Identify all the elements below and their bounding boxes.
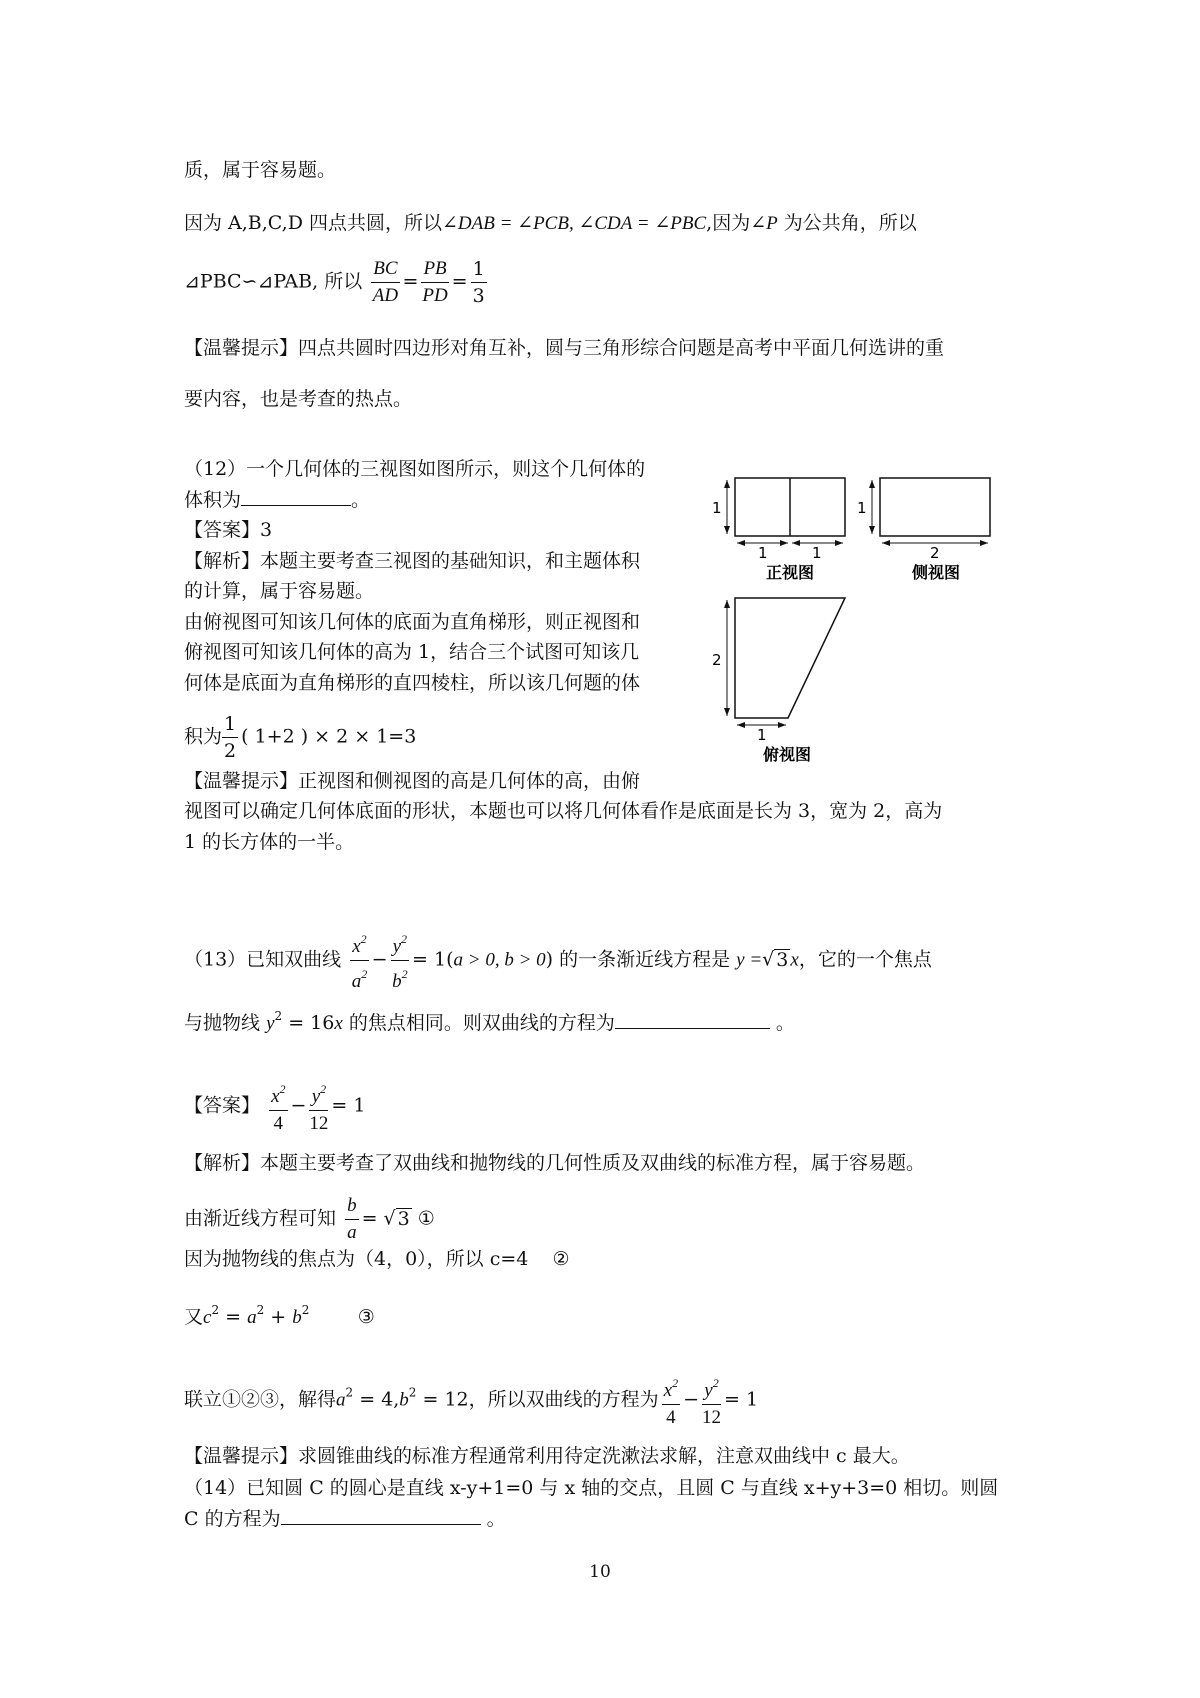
- front-width-label: 1: [812, 544, 822, 562]
- text-line: 质，属于容易题。: [184, 159, 337, 181]
- text-line: 联立①②③，解得$a^2 = 4,b^2 = 12$，所以双曲线的方程为 $\frac{x^2}{4}$ − $\frac{y^2}{12}$ = 1: [184, 1372, 758, 1429]
- text-line: 【答案】3: [184, 519, 273, 541]
- text-line: 要内容，也是考查的热点。: [184, 388, 413, 410]
- top-view-trapezoid: [735, 598, 845, 718]
- text-line: 与抛物线 $y^2 = 16x$ 的焦点相同。则双曲线的方程为 。: [184, 1009, 795, 1034]
- text-line: 因为抛物线的焦点为（4，0），所以 c=4 ②: [184, 1248, 570, 1270]
- answer-blank: [615, 1008, 770, 1029]
- fraction: $\frac{x^2}{4}$: [662, 1372, 680, 1429]
- fraction: $\frac{1}{3}$: [472, 258, 485, 307]
- text-line: 【答案】 $\frac{x^2}{4}$ − $\frac{y^2}{12}$ = 1: [184, 1078, 365, 1135]
- text-line: （13）已知双曲线 $\frac{x^2}{a^2}$ − $\frac{y^2}{b^2}$ = 1(a > 0, b > 0) 的一条渐近线方程是 y =√ 3 x，它的一个焦点: [184, 928, 932, 993]
- three-view-figure: [700, 468, 1030, 788]
- text-line: 【温馨提示】求圆锥曲线的标准方程通常利用待定洗漱法求解，注意双曲线中 c 最大。: [184, 1445, 910, 1467]
- top-height-label: 2: [712, 651, 722, 669]
- text-line: 体积为 。: [184, 485, 370, 514]
- fraction: $\frac{y^2}{b^2}$: [391, 928, 409, 993]
- fraction: $\frac{x^2}{a^2}$: [350, 928, 368, 993]
- text-line: ⊿PBC∽⊿PAB, 所以 $\frac{BC}{AD}$ = $\frac{PB}{PD}$ = $\frac{1}{3}$: [184, 258, 485, 307]
- top-view-label: 俯视图: [763, 745, 812, 764]
- fraction: $\frac{y^2}{12}$: [702, 1372, 721, 1429]
- text-line: 1 的长方体的一半。: [184, 831, 355, 853]
- text-line: 由俯视图可知该几何体的底面为直角梯形，则正视图和: [184, 611, 641, 633]
- text-line: 【解析】本题主要考查了双曲线和抛物线的几何性质及双曲线的标准方程，属于容易题。: [184, 1152, 926, 1174]
- fraction: $\frac{x^2}{4}$: [269, 1078, 287, 1135]
- text-line: 因为 A,B,C,D 四点共圆，所以∠DAB = ∠PCB, ∠CDA = ∠PBC,因为∠P 为公共角，所以: [184, 212, 917, 234]
- page-number: 10: [589, 1562, 611, 1582]
- text-line: 视图可以确定几何体底面的形状，本题也可以将几何体看作是底面是长为 3，宽为 2，高为: [184, 800, 943, 822]
- fraction: $\frac{y^2}{12}$: [309, 1078, 328, 1135]
- text-line: 俯视图可知该几何体的高为 1，结合三个试图可知该几: [184, 641, 640, 663]
- text-line: 由渐近线方程可知 $\frac{b}{a}$ = √ 3 ①: [184, 1195, 435, 1243]
- side-view-rect: [880, 478, 990, 536]
- top-width-label: 1: [757, 726, 767, 744]
- answer-blank: [241, 485, 351, 506]
- text-line: （14）已知圆 C 的圆心是直线 x-y+1=0 与 x 轴的交点，且圆 C 与直线 x+y+3=0 相切。则圆: [184, 1477, 999, 1499]
- front-width-label: 1: [758, 544, 768, 562]
- text-line: 积为 $\frac{1}{2}$ ( 1+2 ) × 2 × 1=3: [184, 713, 417, 762]
- answer-blank: [281, 1504, 481, 1525]
- fraction: $\frac{b}{a}$: [347, 1195, 357, 1243]
- text-line: 【温馨提示】四点共圆时四边形对角互补，圆与三角形综合问题是高考中平面几何选讲的重: [184, 337, 945, 359]
- text-line: 何体是底面为直角梯形的直四棱柱，所以该几何题的体: [184, 672, 641, 694]
- fraction: $\frac{BC}{AD}$: [372, 258, 399, 306]
- fraction: $\frac{1}{2}$: [224, 713, 237, 762]
- side-height-label: 1: [857, 499, 867, 517]
- text-line: 【温馨提示】正视图和侧视图的高是几何体的高，由俯: [184, 770, 641, 792]
- side-width-label: 2: [930, 544, 940, 562]
- front-height-label: 1: [712, 499, 722, 517]
- text-line: 的计算，属于容易题。: [184, 580, 375, 602]
- fraction: $\frac{PB}{PD}$: [422, 258, 448, 306]
- text-line: （12）一个几何体的三视图如图所示，则这个几何体的: [184, 458, 646, 480]
- text-line: 【解析】本题主要考查三视图的基础知识，和主题体积: [184, 550, 641, 572]
- side-view-label: 侧视图: [912, 563, 961, 582]
- text-line: C 的方程为 。: [184, 1504, 506, 1533]
- front-view-label: 正视图: [766, 563, 815, 582]
- text-line: 又$c^2 = a^2 + b^2$ ③: [184, 1303, 375, 1328]
